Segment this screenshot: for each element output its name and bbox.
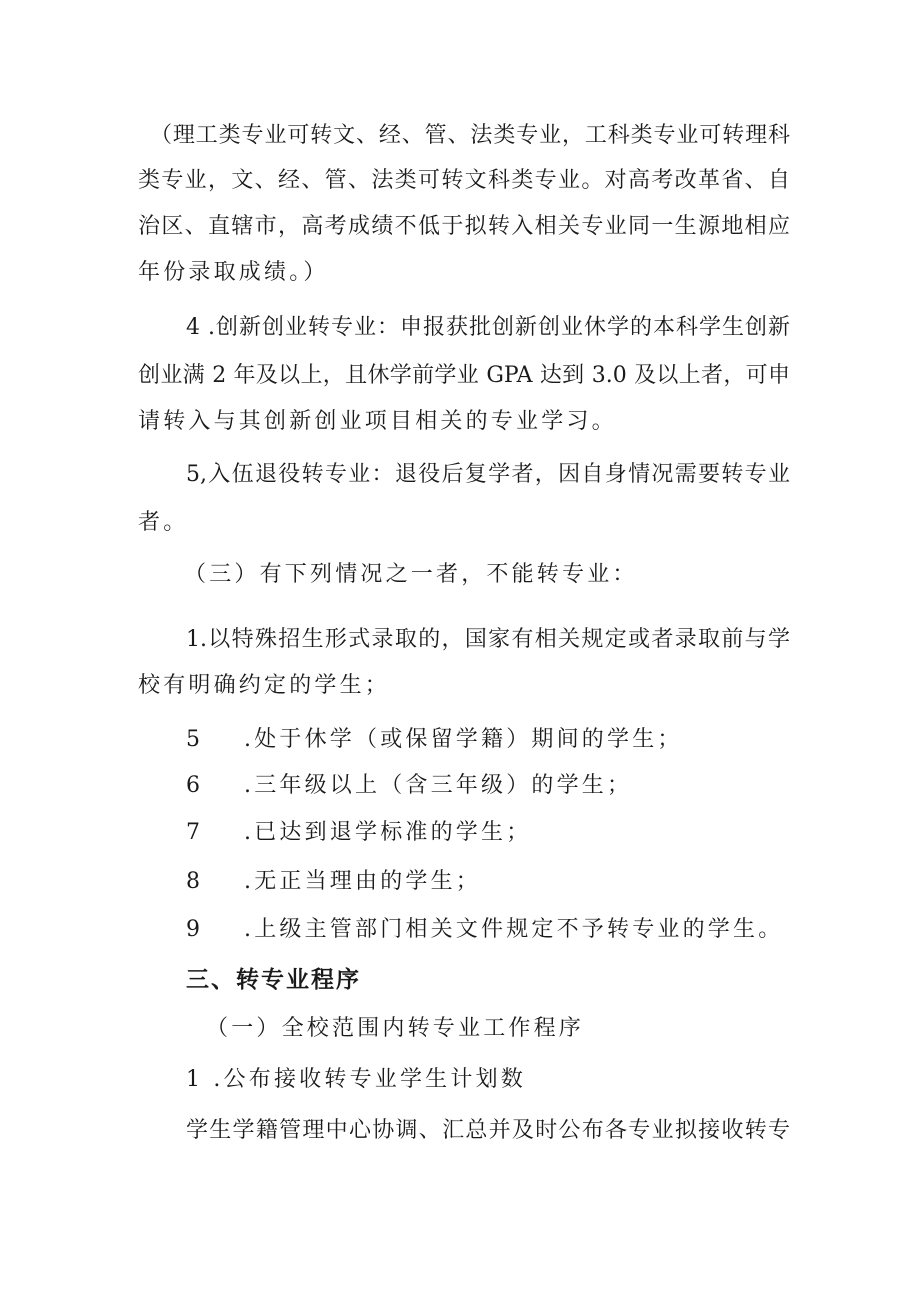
paragraph-1-line-1: （理工类专业可转文、经、管、法类专业，工科类专业可转理科 (150, 123, 790, 148)
list-item-text: .上级主管部门相关文件规定不予转专业的学生。 (244, 917, 784, 942)
paragraph-2-line-2: 创业满 2 年及以上，且休学前学业 GPA 达到 3.0 及以上者，可申 (138, 363, 790, 388)
list-item-number: 7 (186, 820, 204, 845)
list-item-number: 6 (186, 773, 204, 798)
list-item (186, 867, 481, 897)
paragraph-3-line-1: 5,入伍退役转专业：退役后复学者，因自身情况需要转专业 (186, 462, 790, 487)
list-item (186, 771, 632, 801)
procedure-paragraph-line-1: 学生学籍管理中心协调、汇总并及时公布各专业拟接收转专 (186, 1118, 790, 1143)
paragraph-2-line-3: 请转入与其创新创业项目相关的专业学习。 (138, 409, 617, 434)
list-item (186, 725, 683, 755)
procedure-item-1: 1 .公布接收转专业学生计划数 (186, 1067, 526, 1092)
paragraph-3-line-2: 者。 (138, 510, 189, 535)
list-item-text: .无正当理由的学生； (244, 869, 481, 894)
subsection-heading-1: （一）全校范围内转专业工作程序 (206, 1016, 585, 1041)
list-item-text: .三年级以上（含三年级）的学生； (244, 773, 633, 798)
paragraph-5-line-2: 校有明确约定的学生； (138, 673, 391, 698)
list-item (186, 818, 531, 848)
list-item-text: .处于休学（或保留学籍）期间的学生； (244, 727, 683, 752)
list-item-text: .已达到退学标准的学生； (244, 820, 532, 845)
list-item (186, 915, 783, 945)
list-item-number: 9 (186, 917, 204, 942)
paragraph-2-line-1: 4 .创新创业转专业：申报获批创新创业休学的本科学生创新 (186, 315, 790, 340)
paragraph-5-line-1: 1.以特殊招生形式录取的，国家有相关规定或者录取前与学 (186, 627, 790, 652)
section-heading: 三、转专业程序 (186, 967, 361, 993)
paragraph-1-line-2: 类专业，文、经、管、法类可转文科类专业。对高考改革省、自 (138, 168, 790, 193)
list-item-number: 5 (186, 727, 204, 752)
paragraph-1-line-4: 年份录取成绩。） (138, 260, 329, 285)
list-item-number: 8 (186, 869, 204, 894)
paragraph-1-line-3: 治区、直辖市，高考成绩不低于拟转入相关专业同一生源地相应 (138, 214, 790, 239)
subsection-heading-3: （三）有下列情况之一者，不能转专业： (184, 562, 638, 587)
